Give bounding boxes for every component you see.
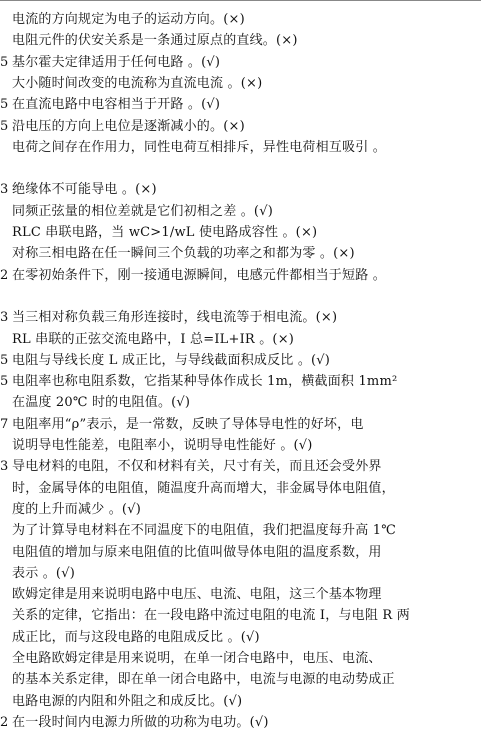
line-text: 成正比，而与这段电路的电阻成反比 。(√) <box>12 630 260 645</box>
line-text: 对称三相电路在任一瞬间三个负载的功率之和都为零 。(×) <box>12 246 355 261</box>
text-line <box>0 223 317 243</box>
line-text: RL 串联的正弦交流电路中，I 总=IL+IR 。(×) <box>12 332 295 347</box>
line-text: 全电路欧姆定律是用来说明，在单一闭合电路中，电压、电流、 <box>12 651 382 666</box>
line-text: 电路电源的内阻和外阻之和成反比。(√) <box>12 694 243 709</box>
line-text: 在零初始条件下，刚一接通电源瞬间，电感元件都相当于短路 。 <box>12 268 386 283</box>
line-text: 为了计算导电材料在不同温度下的电阻值，我们把温度每升高 1℃ <box>12 523 396 538</box>
text-line <box>0 180 157 200</box>
text-line <box>0 308 337 328</box>
text-line <box>0 74 262 94</box>
text-line <box>0 351 330 371</box>
text-line <box>0 159 12 179</box>
text-line <box>0 479 395 499</box>
line-text: 绝缘体不可能导电 。(×) <box>12 182 157 197</box>
text-line <box>0 330 294 350</box>
text-line <box>0 117 245 137</box>
text-line <box>0 500 141 520</box>
line-text: 电阻率用“ρ”表示，是一常数，反映了导体导电性的好坏，电 <box>12 417 364 432</box>
line-text: 度的上升而减少 。(√) <box>12 502 141 517</box>
text-line <box>0 585 382 605</box>
text-line <box>0 53 220 73</box>
line-text: 在一段时间内电源力所做的功称为电功。(√) <box>12 715 269 730</box>
text-line <box>0 521 396 541</box>
line-text: 电阻元件的伏安关系是一条通过原点的直线。(×) <box>12 33 298 48</box>
line-text: 时，金属导体的电阻值，随温度升高而增大，非金属导体电阻值， <box>12 481 395 496</box>
text-line <box>0 692 242 712</box>
line-text: 欧姆定律是用来说明电路中电压、电流、电阻，这三个基本物理 <box>12 587 382 602</box>
text-line <box>0 372 397 392</box>
line-number: 2 <box>0 268 9 283</box>
text-line <box>0 202 273 222</box>
text-line <box>0 138 386 158</box>
line-text: 在温度 20℃ 时的电阻值。(√) <box>12 395 191 410</box>
text-line <box>0 670 395 690</box>
line-text: 电流的方向规定为电子的运动方向。(×) <box>12 12 245 27</box>
line-text: 当三相对称负载三角形连接时，线电流等于相电流。(×) <box>12 310 338 325</box>
line-text: 电阻率也称电阻系数，它指某种导体作成长 1m，横截面积 1mm² <box>12 374 398 389</box>
line-text: 在直流电路中电容相当于开路 。(√) <box>12 97 221 112</box>
line-number: 7 <box>0 417 9 432</box>
line-number: 5 <box>0 97 9 112</box>
text-line <box>0 564 75 584</box>
text-line <box>0 543 382 563</box>
text-line <box>0 393 190 413</box>
line-number: 5 <box>0 55 9 70</box>
text-line <box>0 628 260 648</box>
line-text: RLC 串联电路，当 wC>1/wL 使电路成容性 。(×) <box>12 225 318 240</box>
line-text: 的基本关系定律，即在单一闭合电路中，电流与电源的电动势成正 <box>12 672 395 687</box>
text-line <box>0 649 382 669</box>
line-text: 导电材料的电阻，不仅和材料有关，尺寸有关，而且还会受外界 <box>12 459 382 474</box>
line-number: 5 <box>0 353 9 368</box>
text-line <box>0 266 386 286</box>
text-line <box>0 606 410 626</box>
line-number: 5 <box>0 374 9 389</box>
line-text: 电阻值的增加与原来电阻值的比值叫做导体电阻的温度系数，用 <box>12 545 382 560</box>
text-line <box>0 10 245 30</box>
line-number: 3 <box>0 459 9 474</box>
text-line <box>0 436 313 456</box>
text-line <box>0 457 382 477</box>
line-text: 关系的定律，它指出：在一段电路中流过电阻的电流 I，与电阻 R 两 <box>12 608 410 623</box>
line-number: 3 <box>0 182 9 197</box>
text-line <box>0 244 355 264</box>
text-line <box>0 713 269 733</box>
line-text: 电阻与导线长度 L 成正比，与导线截面积成反比 。(√) <box>12 353 331 368</box>
text-line <box>0 415 364 435</box>
text-line <box>0 95 220 115</box>
line-number: 5 <box>0 119 9 134</box>
line-text: 表示 。(√) <box>12 566 75 581</box>
line-text: 基尔霍夫定律适用于任何电路 。(√) <box>12 55 221 70</box>
line-text: 说明导电性能差，电阻率小，说明导电性能好 。(√) <box>12 438 313 453</box>
text-line <box>0 31 298 51</box>
line-number: 2 <box>0 715 9 730</box>
text-line <box>0 287 12 307</box>
top-rule <box>0 0 481 1</box>
line-text: 大小随时间改变的电流称为直流电流 。(×) <box>12 76 263 91</box>
line-text: 沿电压的方向上电位是逐渐减小的。(×) <box>12 119 245 134</box>
line-text: 同频正弦量的相位差就是它们初相之差 。(√) <box>12 204 273 219</box>
line-number: 3 <box>0 310 9 325</box>
line-text: 电荷之间存在作用力，同性电荷互相排斥，异性电荷相互吸引 。 <box>12 140 386 155</box>
